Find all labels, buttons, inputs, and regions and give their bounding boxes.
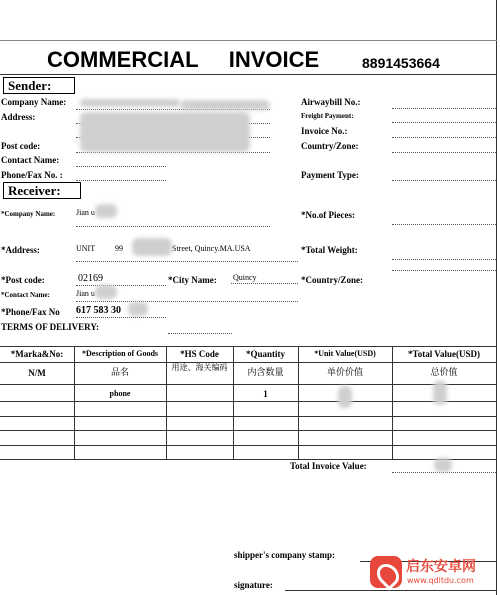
redacted-block	[80, 112, 250, 152]
watermark-logo-icon	[370, 556, 402, 588]
header-description: *Description of Goods	[82, 349, 158, 358]
freight-payment-field[interactable]	[392, 122, 496, 123]
redacted-block	[433, 381, 447, 405]
sender-phone-field[interactable]	[76, 180, 166, 181]
country-zone-field[interactable]	[392, 152, 496, 153]
watermark-text: 启东安卓网	[406, 559, 476, 575]
receiver-company-field[interactable]	[76, 226, 270, 227]
sender-contact-field[interactable]	[76, 166, 166, 167]
sender-company-label: Company Name:	[1, 97, 67, 107]
sender-postcode-label: Post code:	[1, 141, 41, 151]
freight-payment-label: Freight Payment:	[301, 112, 354, 120]
receiver-contact-field[interactable]	[76, 301, 298, 302]
receiver-address-field[interactable]	[76, 261, 298, 262]
redacted-block	[80, 99, 180, 107]
watermark-url: www.qdltdu.com	[407, 576, 474, 585]
signature-label: signature:	[234, 580, 273, 590]
subheader-unit-value: 单价价值	[326, 368, 363, 378]
receiver-postcode-label: *Post code:	[1, 275, 45, 285]
subheader-product-name: 品名	[110, 368, 129, 378]
receiver-address-unit: UNIT 99	[76, 244, 123, 253]
total-weight-label: *Total Weight:	[301, 245, 358, 255]
invoice-title: COMMERCIAL INVOICE	[47, 47, 320, 72]
title-rule	[0, 74, 497, 75]
redacted-block	[180, 100, 270, 110]
total-invoice-label: Total Invoice Value:	[290, 461, 367, 471]
total-weight-field[interactable]	[392, 259, 496, 260]
receiver-city-value: Quincy	[233, 273, 257, 282]
terms-label: TERMS OF DELIVERY:	[1, 322, 100, 332]
invoice-no-label: Invoice No.:	[301, 126, 348, 136]
sender-phone-label: Phone/Fax No. :	[1, 170, 63, 180]
airwaybill-label: Airwaybill No.:	[301, 97, 361, 107]
row-1-quantity: 1	[263, 389, 268, 399]
redacted-block	[132, 238, 172, 256]
payment-type-label: Payment Type:	[301, 170, 359, 180]
receiver-city-field[interactable]	[231, 283, 298, 284]
num-pieces-label: *No.of Pieces:	[301, 210, 355, 220]
shipper-stamp-label: shipper's company stamp:	[234, 550, 336, 560]
sender-postcode-field[interactable]	[76, 152, 270, 153]
receiver-postcode-value: 02169	[78, 273, 103, 284]
receiver-city-label: *City Name:	[168, 275, 217, 285]
watermark	[370, 550, 494, 594]
sender-address-label: Address:	[1, 112, 36, 122]
header-marka: *Marka&No:	[10, 349, 64, 359]
receiver-company-label: *Company Name:	[1, 210, 56, 218]
payment-type-field[interactable]	[392, 180, 496, 181]
receiver-phone-field[interactable]	[76, 317, 166, 318]
terms-field[interactable]	[168, 333, 232, 334]
subheader-total-value: 总价值	[430, 368, 458, 378]
receiver-contact-label: *Contact Name:	[1, 291, 50, 299]
receiver-postcode-field[interactable]	[76, 285, 166, 286]
receiver-phone-value: 617 583 30	[76, 305, 121, 316]
airwaybill-field[interactable]	[392, 108, 496, 109]
subheader-nm: N/M	[28, 368, 46, 378]
receiver-address-label: *Address:	[1, 245, 40, 255]
header-quantity: *Quantity	[245, 349, 285, 359]
redacted-block	[128, 302, 148, 316]
sender-contact-label: Contact Name:	[1, 155, 60, 165]
country-zone-label: Country/Zone:	[301, 141, 359, 151]
receiver-address-street: Street, Quincy.MA.USA	[172, 244, 251, 253]
redacted-block	[434, 458, 452, 472]
num-pieces-field[interactable]	[392, 224, 496, 225]
receiver-country-label: *Country/Zone:	[301, 275, 364, 285]
redacted-block	[338, 386, 352, 408]
header-total-value: *Total Value(USD)	[408, 349, 480, 359]
receiver-country-field[interactable]	[392, 270, 496, 271]
sender-heading: Sender:	[3, 77, 75, 94]
subheader-quantity: 内含数量	[247, 368, 284, 378]
header-unit-value: *Unit Value(USD)	[314, 349, 376, 358]
redacted-block	[95, 204, 117, 218]
receiver-phone-label: *Phone/Fax No	[1, 307, 60, 317]
page-edge	[496, 0, 497, 595]
receiver-heading: Receiver:	[3, 182, 81, 199]
receiver-company-value: Jian u	[76, 208, 95, 217]
top-rule	[0, 40, 497, 41]
header-hscode: *HS Code	[180, 349, 219, 359]
total-invoice-field[interactable]	[392, 472, 496, 473]
invoice-no-field[interactable]	[392, 137, 496, 138]
redacted-block	[95, 285, 117, 299]
subheader-hscode: 用途、海关编码	[171, 363, 228, 372]
row-1-description: phone	[109, 389, 131, 398]
receiver-contact-value: Jian u	[76, 289, 95, 298]
invoice-number: 8891453664	[362, 55, 440, 71]
